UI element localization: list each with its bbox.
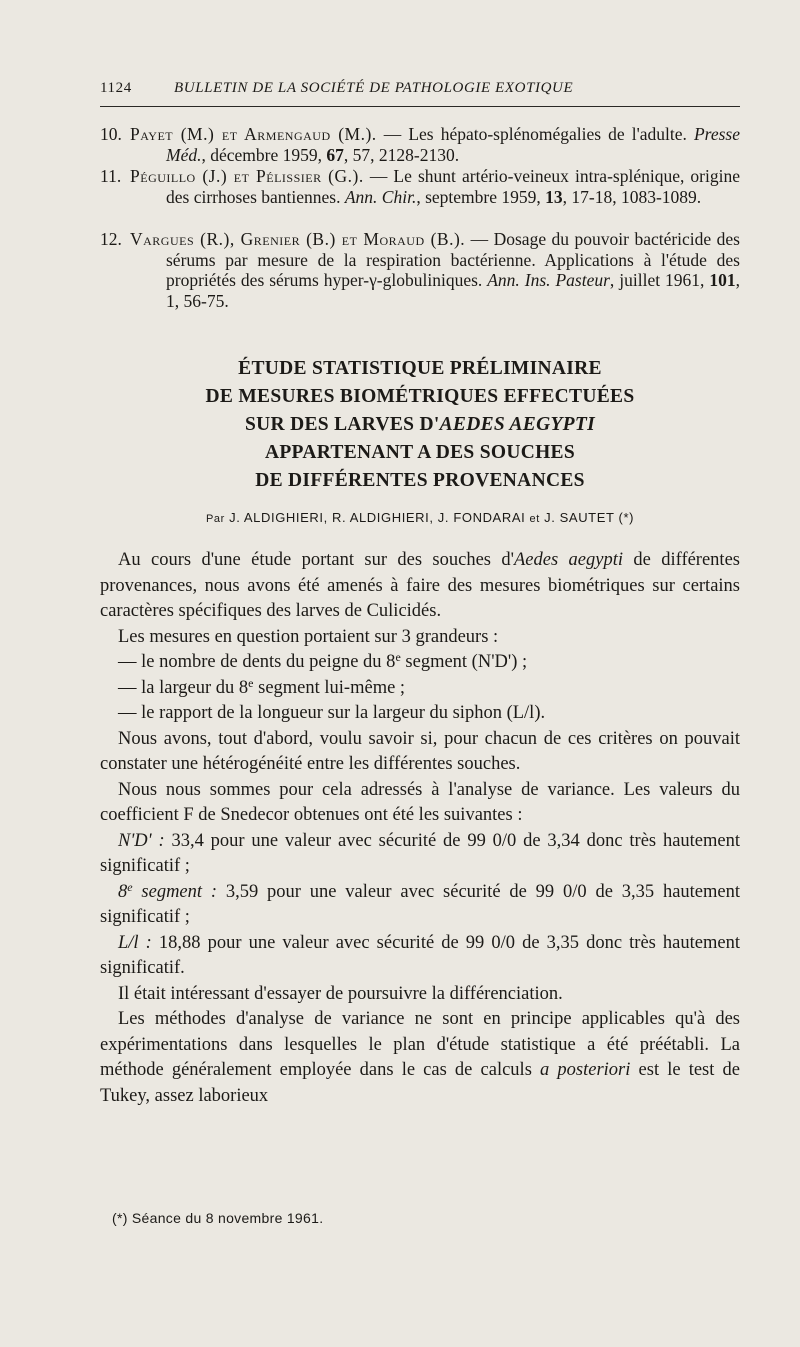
reference-text: — Dosage du pouvoir bactéricide des sérums par mesure de la respiration bactérienne. Applications à l'étude des propriétés des sérums hyper-γ-globuliniques. <box>166 229 740 290</box>
result-text: 33,4 pour une valeur avec sécurité de 99 0/0 de 3,34 donc très hautement significatif ; <box>100 830 740 876</box>
result-line <box>100 829 740 880</box>
article-title-line: DE MESURES BIOMÉTRIQUES EFFECTUÉES <box>205 386 635 407</box>
reference-number: 10. <box>100 124 122 144</box>
reference-authors: Péguillo (J.) et Pélissier (G.). <box>130 166 364 186</box>
superscript: e <box>248 675 254 690</box>
article-authors <box>100 510 740 525</box>
result-text: 18,88 pour une valeur avec sécurité de 99 0/0 de 3,35 donc très hautement significatif. <box>100 932 740 978</box>
reference-date: , juillet 1961, <box>609 270 710 290</box>
page-number: 1124 <box>100 80 132 96</box>
reference-body <box>130 166 740 207</box>
reference-journal: Ann. Chir. <box>344 186 417 207</box>
body-text <box>100 548 740 1109</box>
result-label: N'D' : <box>118 830 165 851</box>
paragraph-text: de différentes provenances, nous avons été amenés à faire des mesures biométriques sur certains caractères spécifiques des larves de Culicidés. <box>100 550 740 621</box>
reference-pages: , 1, 56-75. <box>166 270 740 311</box>
reference-volume: 101 <box>709 270 736 290</box>
result-label-text: segment : <box>132 881 218 902</box>
paragraph <box>100 1007 740 1109</box>
reference-text: — Les hépato-splénomégalies de l'adulte. <box>376 124 694 144</box>
result-line <box>100 880 740 931</box>
paragraph: Il était intéressant d'essayer de poursuivre la différenciation. <box>118 983 563 1004</box>
reference-date: , septembre 1959, <box>416 186 546 207</box>
result-label <box>118 879 218 902</box>
reference-10 <box>100 124 740 165</box>
paragraph-text: Au cours d'une étude portant sur des souches d' <box>118 550 514 570</box>
paragraph <box>100 548 740 625</box>
journal-title: BULLETIN DE LA SOCIÉTÉ DE PATHOLOGIE EXOTIQUE <box>174 80 574 96</box>
authors-names: J. ALDIGHIERI, R. ALDIGHIERI, J. FONDARAI <box>229 510 526 525</box>
article-title <box>100 355 740 495</box>
result-text: 3,59 pour une valeur avec sécurité de 99 0/0 de 3,35 hautement significatif ; <box>100 881 740 927</box>
species-name: AEDES AEGYPTI <box>439 414 595 435</box>
reference-number: 12. <box>100 229 122 249</box>
species-name: Aedes aegypti <box>513 550 623 570</box>
article-title-text: SUR DES LARVES D' <box>244 414 440 435</box>
authors-last: J. SAUTET <box>544 510 615 525</box>
authors-and: et <box>529 513 540 525</box>
reference-journal: Ann. Ins. Pasteur <box>487 270 610 290</box>
reference-pages: , 57, 2128-2130. <box>343 144 460 165</box>
result-line <box>100 931 740 982</box>
emphasis: a posteriori <box>540 1060 631 1080</box>
list-item <box>100 650 740 676</box>
reference-authors: Vargues (R.), Grenier (B.) et Moraud (B.). <box>130 229 466 249</box>
paragraph-text: Les méthodes d'analyse de variance ne sont en principe applicables qu'à des expérimentations dans lesquelles le plan d'étude statistique a été préétabli. La méthode généralement employée dans le cas de calculs <box>100 1009 740 1080</box>
article-title-line: APPARTENANT A DES SOUCHES <box>264 442 576 463</box>
reference-11 <box>100 166 740 207</box>
header-rule <box>100 106 740 107</box>
reference-pages: , 17-18, 1083-1089. <box>562 186 702 207</box>
paragraph: Nous nous sommes pour cela adressés à l'analyse de variance. Les valeurs du coefficient F de Snedecor obtenues ont été les suivantes : <box>100 779 740 825</box>
reference-text: — Le shunt artério-veineux intra-splénique, origine des cirrhoses bantiennes. <box>166 166 741 207</box>
reference-authors: Payet (M.) et Armengaud (M.). <box>130 124 377 144</box>
footnote-text: Séance du 8 novembre 1961. <box>131 1210 324 1226</box>
article-title-line: ÉTUDE STATISTIQUE PRÉLIMINAIRE <box>238 358 602 379</box>
result-label: L/l : <box>118 932 152 953</box>
footnote <box>112 1210 323 1226</box>
reference-volume: 13 <box>545 186 563 207</box>
reference-volume: 67 <box>326 144 344 165</box>
footnote-mark: (*) <box>618 510 635 525</box>
paragraph: Nous avons, tout d'abord, voulu savoir si, pour chacun de ces critères on pouvait constater une hétérogénéité entre les différentes souches. <box>100 728 740 774</box>
article-title-line <box>100 411 740 439</box>
article-title-line: DE DIFFÉRENTES PROVENANCES <box>255 470 585 491</box>
reference-number: 11. <box>100 166 122 186</box>
list-item-text: — la largeur du 8 <box>118 677 249 698</box>
paragraph: Les mesures en question portaient sur 3 grandeurs : <box>118 626 499 647</box>
authors-prefix: Par <box>205 513 225 525</box>
reference-journal: Presse Méd. <box>166 124 740 165</box>
list-item-text: — le nombre de dents du peigne du 8 <box>118 652 396 672</box>
reference-body <box>130 124 740 165</box>
paragraph-text: est le test de Tukey, assez laborieux <box>100 1060 740 1106</box>
reference-body <box>130 229 740 311</box>
reference-12 <box>100 229 740 311</box>
superscript: e <box>127 879 133 894</box>
list-item-text: segment (N'D') ; <box>400 652 528 672</box>
footnote-mark: (*) <box>112 1210 128 1226</box>
result-label-text: 8 <box>118 881 128 902</box>
list-item-text: segment lui-même ; <box>253 677 406 698</box>
list-item <box>100 676 740 702</box>
reference-date: , décembre 1959, <box>201 144 327 165</box>
superscript: e <box>395 650 401 664</box>
list-item: — le rapport de la longueur sur la largeur du siphon (L/l). <box>118 703 546 723</box>
